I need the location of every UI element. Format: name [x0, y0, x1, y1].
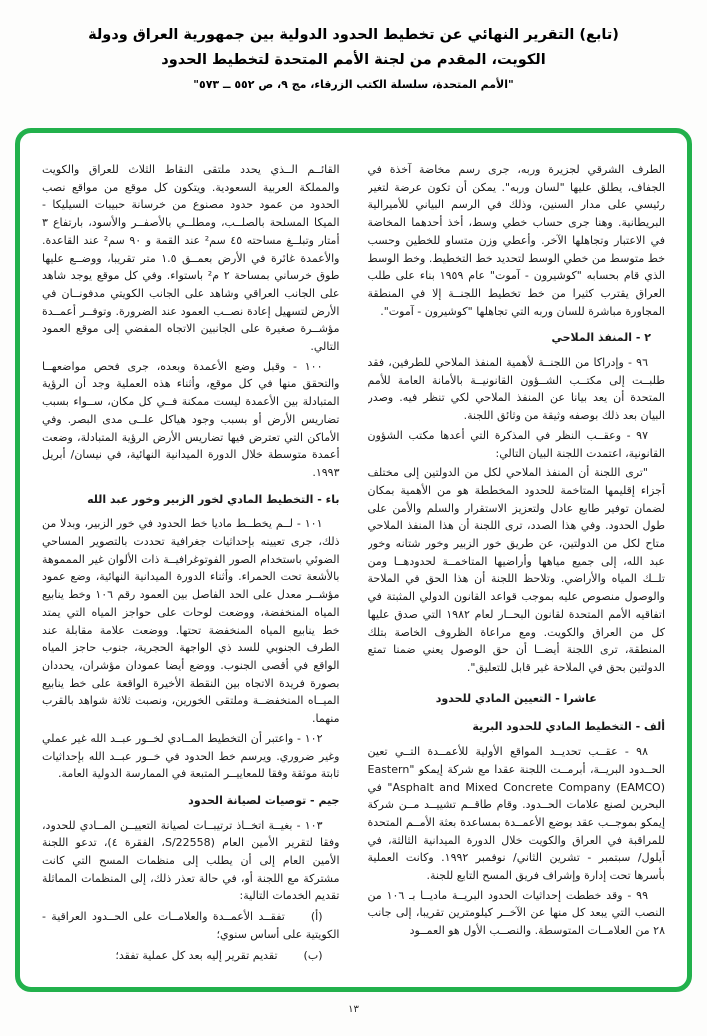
paragraph: ٩٦ - وإدراكا من اللجنــة لأهمية المنفذ الملاحي للطرفين، فقد طلبــت إلى مكتــب الشــؤون القانونيــة بالأمانة العامة للأمم المتحدة أن يعد بيانا عن المنفذ الملاحي لكي تنظر فيه. وصدر البيان بعد ذلك بوصفه وثيقة من وثائق اللجنة.	[367, 356, 665, 423]
paragraph: ١٠١ - لــم يخطــط ماديا خط الحدود في خور الزبير، وبدلا من ذلك، جرى تعيينه بإحداثيات جغرافية تحددت بالتصوير المساحي الضوئي باستخدام الصور الفوتوغرافيــة ذات الألوان غير الممموهة بالأشعة تحت الحمراء. وأثناء الدورة الميدانية النهائية، وضع عمود مؤشــر معدل على الحد الفاصل بين العمود رقم ١٠٦ وخط ينابيع المياه المنخفضة، ووضعت لوحات على حواجز المياه التي يمتد خط ينابيع المياه المنخفضة تحتها. ووضعت علامة مقابلة عند الطرف الجنوبي للسد ذي الواجهة الحجرية، جنوب حاجز المياه الواقع في أقصى الجنوب. ووضع أيضا عمودان مؤشران، يحددان بصورة فريدة الاتجاه بين النقطة الأخيرة الواقعة على خط ينابيع الميــاه المنخفضــة وملتقى الخورين، ونصبت ثلاثة شواهد بالقرب منهما.	[42, 517, 340, 726]
page-number: ١٣	[348, 1004, 359, 1015]
text-column-right	[368, 161, 666, 979]
paragraph: ٩٩ - وقد خططت إحداثيات الحدود البريــة ماديــا بـ ١٠٦ من النصب التي يبعد كل منها عن الآخــر كيلومترين تقريبا، إلى جانب ٢٨ من العلامــات المتوسطة. والنصــب الأول هو العمــود	[367, 888, 665, 938]
two-column-text	[42, 161, 665, 979]
list-item-text: تفقــد الأعمــدة والعلامــات على الحــدود العراقية - الكويتية على أساس سنوي؛	[42, 910, 340, 941]
paragraph: ١٠٣ - بغيــة اتخــاذ ترتيبــات لصيانة التعييــن المــادي للحدود، وفقا لتقرير الأمين العام (S/22558، الفقرة ٤)، تدعو اللجنة الأمين العام إلى أن يطلب إلى منظمات المسح التي كانت مشتركة مع اللجنة أو، في حالة تعذر ذلك، إلى المنظمات المماثلة تقديم الخدمات التالية:	[42, 818, 340, 903]
section-heading: عاشرا - التعيين المادي للحدود	[435, 691, 597, 705]
paragraph: "ترى اللجنة أن المنفذ الملاحي لكل من الدولتين إلى مختلف أجزاء إقليمها المتاخمة للحدود المخططة هو من الأهمية بمكان لضمان توفير طابع عادل ولتعزيز الاستقرار والسلم والأمن على طول الحدود. وفي هذا الصدد، ترى اللجنة أن هذا المنفذ الملاحي متاح لكل من الدولتين، عن طريق خور الزبير وخور شتانه وخور عبد الله، إلى جميع مياهها وأراضيها المتاخمــة لحدودهــا ومن تلــك المياه والأراضي. وتلاحظ اللجنة أن هذا الحق في الملاحة والوصول منصوص عليه بموجب قواعد القانون الدولي المثبتة في اتفاقيه الأمم المتحدة لقانون البحــار لعام ١٩٨٢ التي صدق عليها كل من العراق والكويت. ومع مراعاة الظروف الخاصة بتلك المنطقة، ترى اللجنة أيضــا أن حق الوصول يعني ضمنا تمتع الدولتين بحق في الملاحة غير قابل للتعليق".	[367, 466, 665, 674]
paragraph: ١٠٠ - وقبل وضع الأعمدة وبعده، جرى فحص مواضعهــا والتحقق منها في كل موقع، وأثناء هذه العملية وجد أن الرؤية المتبادلة بين الأعمدة ليست ممكنة فــي كل مكان، ســواء بسبب تضاريس الأرض أو بسبب وجود هياكل علــى مدى البصر. وفي الأماكن التي تعترض فيها تضاريس الأرض الرؤية المتبادلة، وضعت أعمدة متوسطة خلال الدورة الميدانية النهائية، في نيسان/ أبريل ١٩٩٣.	[42, 359, 340, 479]
header-title-line-2: الكويت، المقدم من لجنة الأمم المتحدة لتخطيط الحدود	[161, 52, 546, 68]
scanned-page-frame	[15, 128, 692, 992]
list-item-marker: (أ)	[310, 910, 323, 924]
list-item	[42, 908, 340, 943]
paragraph: ١٠٢ - واعتبر أن التخطيط المــادي لخــور عبــد الله غير عملي وغير ضروري. ويرسم خط الحدود في خــور عبــد الله بإحداثيات ثابتة موثقة وفقا للمعاييــر المتبعة في الممارسة الدولية العامة.	[42, 731, 340, 781]
header-title-line-1: (تابع) التقرير النهائي عن تخطيط الحدود الدولية بين جمهورية العراق ودولة	[88, 27, 619, 43]
paragraph: الطرف الشرقي لجزيرة وربه، جرى رسم مخاضة آخذة في الجفاف، يطلق عليها "لسان وربه". يمكن أن تكون عرضة لتغير رئيسي على مدار السنين، وذلك في الرسم البياني للأميرالية البريطانية. وهنا جرى حساب خطي وسط، أخذ أحدهما المخاضة في الاعتبار وتجاهلها الآخر. وأعطي وزن متساو للخطين وحسب خط متوسط من خطي الوسط لتحديد خط التخطيط. وخط الوسط الذي قام بحسابه "كوشيرون - آموت" عام ١٩٥٩ بناء على طلب العراق يقترب كثيرا من خط تخطيط اللجنــة إلا في المنطقة المجاورة مباشرة للسان وربه التي تجاهلها "كوشيرون - آموت".	[367, 163, 665, 318]
section-heading: ٢ - المنفذ الملاحي	[551, 331, 651, 345]
list-item-marker: (ب)	[303, 948, 323, 962]
paragraph: ٩٨ - عقــب تحديــد المواقع الأولية للأعمــدة التــي تعين الحــدود البريــة، أبرمــت اللجنة عقدا مع شركة إيمكو "Eastern Asphalt and Mixed Concrete Company (EAMCO)" في البحرين لصنع علامات الحــدود. وقام طاقــم تشييــد مــن شركة إيمكو بموجــب عقد بوضع الأعمــدة بمساعدة بعثة الأمــم المتحدة للمراقبة في العراق والكويت خلال الدورة الميدانية الثالثة، في أيلول/ سبتمبر - تشرين الثاني/ نوفمبر ١٩٩٢. وكانت العملية بأسرها تحت إدارة وإشراف فريق المسح التابع للجنة.	[367, 745, 665, 883]
paragraph: القائــم الــذي يحدد ملتقى النقاط الثلاث للعراق والكويت والمملكة العربية السعودية. ويتكون كل موقع من مواقع نصب الحدود من عمود حدود مصنوع من خرسانة حبيبات السيليكا - الميكا المسلحة بالصلــب، ومطلــي بالأصفــر والأسود، بارتفاع ٣ أمتار وتبلــغ مساحته ٤٥ سم² عند القمة و ٩٠ سم² عند القاعدة. والأعمدة غائرة في الأرض بعمــق ١.٥ متر تقريبا، ووضــع عليها طوق خرساني بمساحة ٢ م² باستواء. وفي كل موقع يوجد شاهد على الجانب العراقي وشاهد على الجانب الكويتي مدفونــان في الأرض لتسهيل إعادة نصــب العمود عند الضرورة. وتوفــر أعمــدة مؤشــرة صغيرة على الجانبين الاتجاه المفضي إلى موقع العمود التالي.	[42, 163, 340, 354]
text-column-left	[42, 161, 340, 979]
document-header	[0, 0, 707, 91]
list-item-text: تقديم تقرير إليه بعد كل عملية تفقد؛	[115, 948, 278, 962]
list-item	[42, 947, 340, 965]
section-heading: جيم - توصيات لصيانة الحدود	[188, 793, 340, 807]
section-heading: ألف - التخطيط المادي للحدود البرية	[472, 720, 665, 734]
header-source-citation: "الأمم المتحدة، سلسلة الكتب الزرقاء، مج ٩، ص ٥٥٢ ــ ٥٧٣"	[193, 78, 514, 91]
section-heading: باء - التخطيط المادي لخور الزبير وخور عبد الله	[87, 492, 340, 506]
paragraph: ٩٧ - وعقــب النظر في المذكرة التي أعدها مكتب الشؤون القانونية، اعتمدت اللجنة البيان التالي:	[367, 428, 665, 460]
